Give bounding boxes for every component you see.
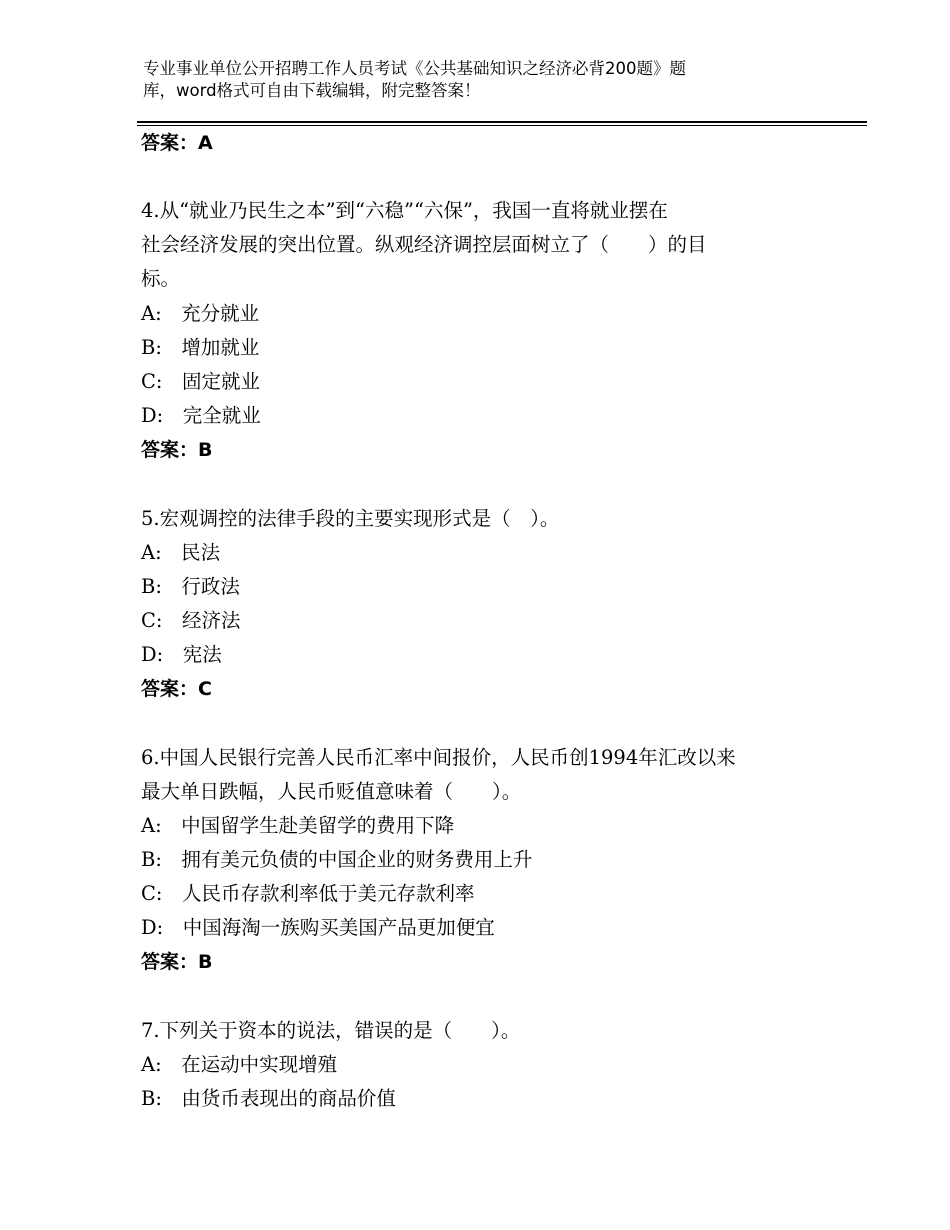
header-line-1: 专业事业单位公开招聘工作人员考试《公共基础知识之经济必背200题》题 [143,59,686,78]
question-4-stem [141,194,821,296]
question-6-option-c: C: 人民币存款利率低于美元存款利率 [141,882,475,905]
answer-q6: 答案：B [141,951,213,973]
answer-q4: 答案：B [141,439,213,461]
question-6-option-a: A: 中国留学生赴美留学的费用下降 [141,814,455,837]
question-4-line-1: 4.从“就业乃民生之本”到“六稳”“六保”，我国一直将就业摆在 [141,199,668,222]
question-4-line-3: 标。 [141,267,181,290]
header-rule-thin [137,125,867,126]
question-4-option-a: A: 充分就业 [141,302,260,325]
answer-q5: 答案：C [141,678,212,700]
question-6-line-2: 最大单日跌幅，人民币贬值意味着（ ）。 [141,780,522,803]
question-5-option-b: B: 行政法 [141,575,240,598]
question-4-option-d: D: 完全就业 [141,404,261,427]
document-header [143,58,783,102]
question-6-line-1: 6.中国人民银行完善人民币汇率中间报价，人民币创1994年汇改以来 [141,746,736,769]
question-6-option-b: B: 拥有美元负债的中国企业的财务费用上升 [141,848,533,871]
question-5-option-d: D: 宪法 [141,643,222,666]
question-4-option-c: C: 固定就业 [141,370,260,393]
question-6-option-d: D: 中国海淘一族购买美国产品更加便宜 [141,916,495,939]
question-4-option-b: B: 增加就业 [141,336,260,359]
question-6-stem [141,741,821,809]
question-5-option-a: A: 民法 [141,541,221,564]
question-7-stem [141,1014,821,1048]
question-7-option-a: A: 在运动中实现增殖 [141,1053,338,1076]
question-7-line-1: 7.下列关于资本的说法，错误的是（ ）。 [141,1019,521,1042]
header-rule-thick [137,121,867,123]
question-5-option-c: C: 经济法 [141,609,241,632]
question-7-option-b: B: 由货币表现出的商品价值 [141,1087,396,1110]
question-4-line-2: 社会经济发展的突出位置。纵观经济调控层面树立了（ ）的目 [141,233,707,256]
question-5-stem [141,502,821,536]
answer-q3: 答案：A [141,132,213,154]
question-5-line-1: 5.宏观调控的法律手段的主要实现形式是（ ）。 [141,507,560,530]
header-line-2: 库，word格式可自由下载编辑，附完整答案！ [143,81,481,100]
